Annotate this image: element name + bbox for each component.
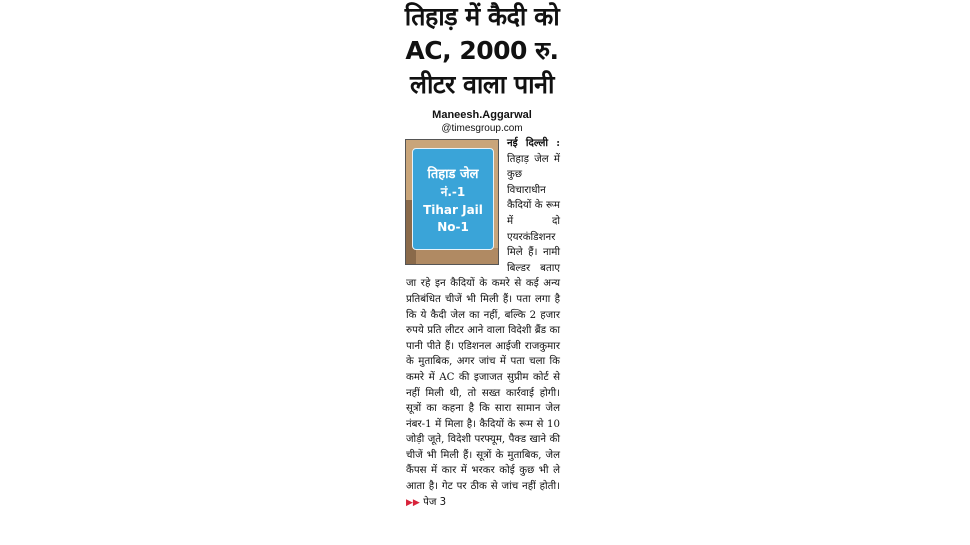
sign-text-english: Tihar Jail: [423, 203, 483, 217]
headline-line-1: तिहाड़ में कैदी को: [404, 2, 560, 31]
double-arrow-icon: ▶▶: [406, 497, 420, 508]
jail-signboard: [412, 148, 494, 250]
photo-ground: [406, 248, 498, 264]
continued-page-label: पेज 3: [423, 496, 447, 508]
author-name: Maneesh.Aggarwal: [432, 109, 532, 121]
article-text: तिहाड़ जेल में कुछ विचाराधीन कैदियों के रूम में दो एयरकंडिशनर मिले हैं। नामी बिल्डर बताए जा रहे इन कैदियों के कमरे से कई अन्य प्रतिबंधित चीजें भी मिली हैं। पता लगा है कि ये कैदी जेल का नहीं, बल्कि 2 हजार रुपये प्रति लीटर आने वाला विदेशी ब्रैंड का पानी पीते हैं। एडिशनल आईजी राजकुमार के मुताबिक, अगर जांच में पता चला कि कमरे में AC की इजाजत सुप्रीम कोर्ट से नहीं मिली थी, तो सख्त कार्रवाई होगी। सूत्रों का कहना है कि सारा सामान जेल नंबर-1 में मिला है। कैदियों के रूम से 10 जोड़ी जूते, विदेशी परफ्यूम, पैक्ड खाने की चीजें भी मिली हैं। सूत्रों के मुताबिक, जेल कैंपस में कार में भरकर कोई कुछ भी ले आता है। गेट पर ठीक से जांच नहीं होती।: [406, 153, 560, 493]
sign-text-hindi: तिहाड जेल: [427, 167, 479, 182]
news-article: [400, 0, 564, 545]
tihar-jail-sign-photo: [405, 139, 499, 265]
author-email: @timesgroup.com: [441, 123, 523, 134]
continued-page-link[interactable]: [406, 497, 446, 508]
headline-line-2: AC, 2000 रु.: [405, 36, 559, 65]
dateline: नई दिल्ली :: [507, 137, 560, 149]
sign-text-number-english: No-1: [437, 220, 469, 234]
byline: [400, 108, 564, 136]
article-body: [406, 136, 560, 511]
headline-line-3: लीटर वाला पानी: [410, 70, 554, 99]
sign-text-number-hindi: नं.-1: [440, 185, 466, 199]
headline: [400, 0, 564, 102]
